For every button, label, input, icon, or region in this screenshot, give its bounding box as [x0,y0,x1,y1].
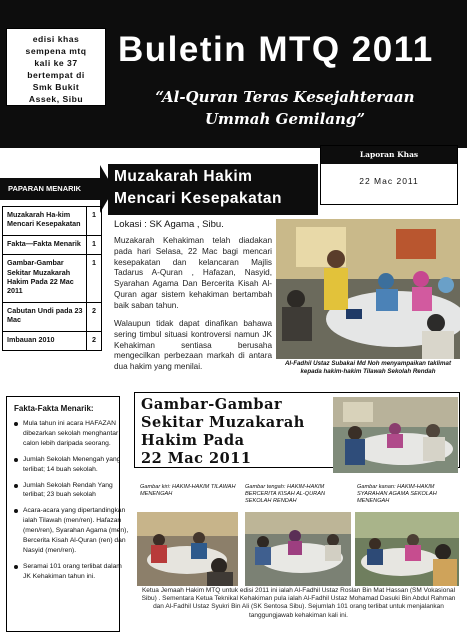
briefing-photo [276,219,460,359]
gallery-closing-text: Ketua Jemaah Hakim MTQ untuk edisi 2011 ini ialah Al-Fadhil Ustaz Roslan Bin Mat Hassan (SM Vokasional Sibu) . Sementara Ketua Teknikal Kehakiman pula ialah Al-Fadhil Ustaz Mohamad Dasuki Bin Abdul Rahman dan Al-Fadhil Ustaz Syukri Bin Ali (SK Sentosa Sibu). Sejumlah 101 orang terlibat untuk menjalankan tanggungjawab kehakiman kali ini. [141,587,456,619]
gallery-title-line: Sekitar Muzakarah [141,414,305,431]
toc-item-page: 2 [87,331,102,350]
article-paragraph: Walaupun tidak dapat dinafikan bahawa sering timbul situasi kontroversi namun JK Kehakiman sentiasa berusaha mengecilkan perbezaan markah di antara dua hakim yang menilai. [114,319,272,372]
edition-line: Smk Bukit [32,82,80,92]
toc-item-label: Imbauan 2010 [3,331,87,350]
thumb-photo-middle [245,512,351,586]
thumb-caption-left: Gambar kiri: HAKIM-HAKIM TILAWAH MENENGAH [140,484,236,497]
toc-heading: PAPARAN MENARIK [0,178,100,200]
toc-item-label: Cabutan Undi pada 23 Mac [3,302,87,331]
fact-item: Mula tahun ini acara HAFAZAN dibezarkan sekolah menghantar calon lebih daripada seorang. [23,419,129,449]
thumb-caption-right: Gambar kanan: HAKIM-HAKIM SYARAHAN AGAMA SEKOLAH MENENGAH [357,484,437,504]
thumb-photo-left [137,512,238,586]
thumb-photo-right [355,512,459,586]
headline-line: Muzakarah Hakim [114,168,253,185]
toc-item-label: Gambar-Gambar Sekitar Muzakarah Hakim Pada 22 Mac 2011 [3,255,87,303]
toc-item-page: 2 [87,302,102,331]
special-report-date: 22 Mac 2011 [359,176,419,186]
edition-line: Assek, Sibu [28,94,84,104]
edition-box [6,28,106,106]
gallery-photo [333,397,458,473]
toc-row[interactable] [3,302,102,331]
fact-item: Acara-acara yang dipertandingkan ialah Tilawah (men/ren). Hafazan (men/ren), Syarahan Agama (men), Bercerita Kisah Al-Quran (ren) dan Nasyid (men/ren). [23,507,129,554]
toc-item-page: 1 [87,235,102,254]
toc-item-label: Fakta—Fakta Menarik [3,235,87,254]
thumb-caption-middle: Gambar tengah: HAKIM-HAKIM BERCERITA KISAH AL-QURAN SEKOLAH RENDAH [245,484,325,504]
toc-row[interactable] [3,235,102,254]
fact-item: Jumlah Sekolah Rendah Yang terlibat; 23 buah sekolah [23,481,129,501]
article-headline [114,166,319,210]
briefing-photo-caption: Al-Fadhil Ustaz Subakai Md Noh menyampaikan taklimat kepada hakim-hakim Tilawah Sekolah Rendah [284,360,452,375]
fact-item: Jumlah Sekolah Menengah yang terlibat; 14 buah sekolah. [23,455,129,475]
gallery-title-line: 22 Mac 2011 [141,450,252,467]
motto [125,86,445,130]
article-paragraph: Muzakarah Kehakiman telah diadakan pada hari Selasa, 22 Mac bagi mencari kesepakatan dan kelancaran Majlis Tadarus A-Quran , Hafazan, Nasyid, Syarahan Agama Dan Bercerita Kisah Al-Quran agar sistem kehakiman bertambah baik saban tahun. [114,236,272,310]
special-report-box [320,145,458,205]
toc-item-page: 1 [87,207,102,236]
headline-line: Mencari Kesepakatan [114,190,283,207]
gallery-title [141,396,337,468]
facts-box [6,396,129,632]
toc-item-label: Muzakarah Ha-kim Mencari Kesepakatan [3,207,87,236]
motto-line: “Al-Quran Teras Kesejahteraan [155,88,415,106]
toc-row[interactable] [3,207,102,236]
toc-item-page: 1 [87,255,102,303]
special-report-heading: Laporan Khas [321,146,457,164]
article-location: Lokasi : SK Agama , Sibu. [114,219,224,230]
fact-item: Seramai 101 orang terlibat dalam JK Kehakiman tahun ini. [23,562,129,582]
edition-line: bertempat di [27,70,85,80]
gallery-title-line: Hakim Pada [141,432,245,449]
edition-line: sempena mtq [25,46,87,56]
toc-row[interactable] [3,255,102,303]
facts-title: Fakta-Fakta Menarik: [14,404,94,413]
edition-line: kali ke 37 [34,58,78,68]
facts-list [11,419,129,588]
motto-line: Ummah Gemilang” [204,110,366,128]
toc-row[interactable] [3,331,102,350]
gallery-title-line: Gambar-Gambar [141,396,283,413]
bulletin-title: Buletin MTQ 2011 [118,30,434,69]
toc-table [2,206,102,351]
edition-line: edisi khas [32,34,80,44]
